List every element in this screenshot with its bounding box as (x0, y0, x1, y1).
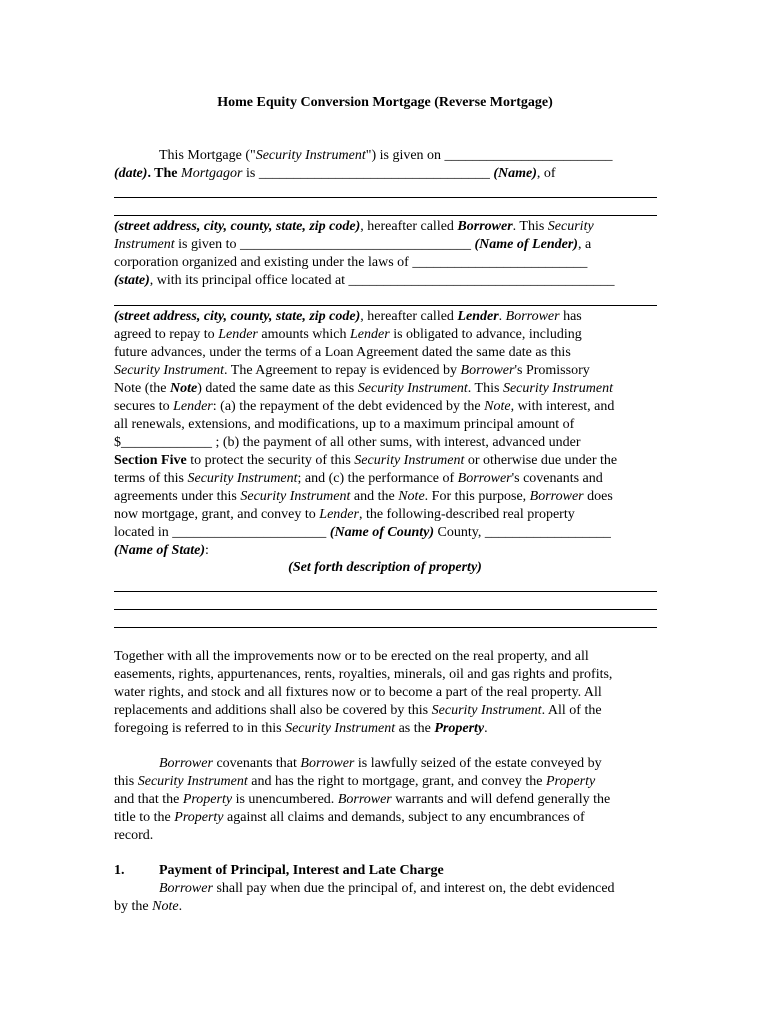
p5-line-3: and that the Property is unencumbered. Borrower warrants and will defend generally the (114, 792, 611, 807)
p4-line-2: easements, rights, appurtenances, rents, royalties, minerals, oil and gas rights and profits, (114, 667, 613, 682)
p3-line-6: secures to Lender: (a) the repayment of the debt evidenced by the Note, with interest, and (114, 399, 615, 414)
p4-line-3: water rights, and stock and all fixtures now or to become a part of the real property. All (114, 685, 602, 700)
p2-line-2: Instrument is given to _________________________________ (Name of Lender), a (114, 237, 592, 252)
p4-line-1: Together with all the improvements now or to be erected on the real property, and all (114, 649, 589, 664)
p3-line-11: agreements under this Security Instrument and the Note. For this purpose, Borrower does (114, 489, 613, 504)
property-description-label: (Set forth description of property) (288, 560, 482, 575)
blank-line (114, 197, 657, 198)
section-1-line-2: by the Note. (114, 899, 183, 914)
p3-line-8: $_____________ ; (b) the payment of all other sums, with interest, advanced under (114, 435, 581, 450)
p3-line-9: Section Five to protect the security of this Security Instrument or otherwise due under the (114, 453, 618, 468)
p2-line-4: (state), with its principal office located at ______________________________________ (114, 273, 615, 288)
document-title: Home Equity Conversion Mortgage (Reverse Mortgage) (217, 95, 553, 110)
blank-line (114, 215, 657, 216)
p5-line-5: record. (114, 828, 154, 843)
p3-line-7: all renewals, extensions, and modifications, up to a maximum principal amount of (114, 417, 575, 432)
p5-line-1: Borrower covenants that Borrower is lawfully seized of the estate conveyed by (159, 756, 602, 771)
p1-line-1: This Mortgage ("Security Instrument") is given on ________________________ (159, 148, 613, 163)
blank-line (114, 305, 657, 306)
p3-line-1: (street address, city, county, state, zip code), hereafter called Lender. Borrower has (114, 309, 582, 324)
blank-line (114, 591, 657, 592)
p2-line-1: (street address, city, county, state, zip code), hereafter called Borrower. This Security (114, 219, 594, 234)
p5-line-4: title to the Property against all claims and demands, subject to any encumbrances of (114, 810, 585, 825)
p4-line-5: foregoing is referred to in this Security Instrument as the Property. (114, 721, 488, 736)
p3-line-4: Security Instrument. The Agreement to repay is evidenced by Borrower's Promissory (114, 363, 590, 378)
blank-line (114, 609, 657, 610)
p3-line-10: terms of this Security Instrument; and (c) the performance of Borrower's covenants and (114, 471, 603, 486)
p3-line-12: now mortgage, grant, and convey to Lender, the following-described real property (114, 507, 575, 522)
p3-line-2: agreed to repay to Lender amounts which Lender is obligated to advance, including (114, 327, 582, 342)
blank-line (114, 627, 657, 628)
p3-line-3: future advances, under the terms of a Loan Agreement dated the same date as this (114, 345, 571, 360)
section-1-heading: 1. Payment of Principal, Interest and Late Charge (114, 863, 444, 878)
p2-line-3: corporation organized and existing under the laws of _________________________ (114, 255, 588, 270)
p1-line-2: (date). The Mortgagor is _________________________________ (Name), of (114, 166, 556, 181)
p3-line-13: located in ______________________ (Name of County) County, __________________ (114, 525, 611, 540)
p4-line-4: replacements and additions shall also be covered by this Security Instrument. All of the (114, 703, 602, 718)
p3-line-5: Note (the Note) dated the same date as this Security Instrument. This Security Instrument (114, 381, 613, 396)
section-1-line-1: Borrower shall pay when due the principal of, and interest on, the debt evidenced (159, 881, 615, 896)
p3-line-14: (Name of State): (114, 543, 209, 558)
p5-line-2: this Security Instrument and has the right to mortgage, grant, and convey the Property (114, 774, 596, 789)
